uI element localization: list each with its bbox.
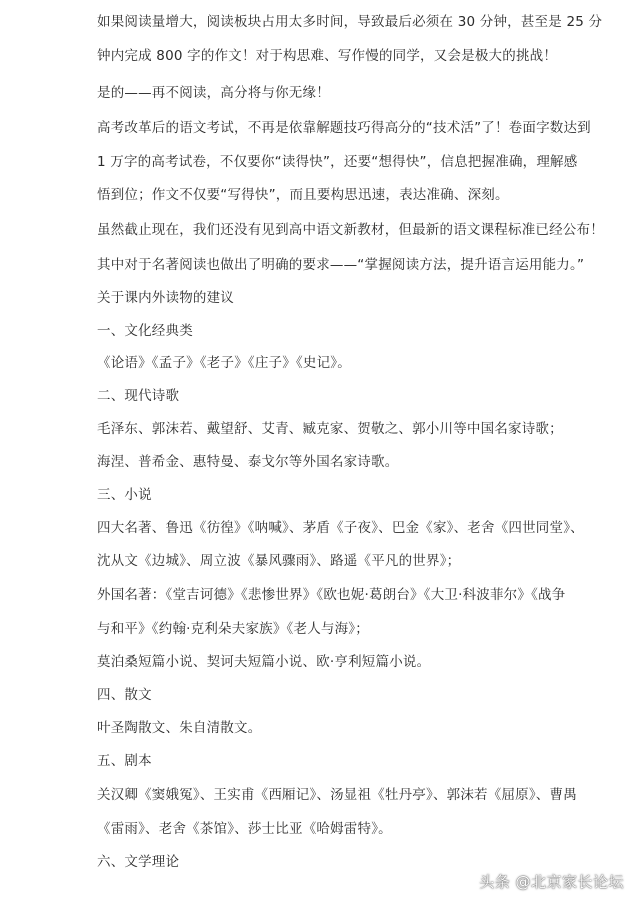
section-heading: 五、剧本 (97, 753, 152, 769)
reading-list-line: 沈从文《边城》、周立波《暴风骤雨》、路遥《平凡的世界》； (97, 553, 461, 569)
paragraph-line: 钟内完成 800 字的作文！对于构思难、写作慢的同学，又会是极大的挑战！ (97, 48, 558, 64)
paragraph-line: 是的——再不阅读，高分将与你无缘！ (97, 85, 330, 101)
reading-list-line: 四大名著、鲁迅《彷徨》《呐喊》、茅盾《子夜》、巴金《家》、老舍《四世同堂》、 (97, 520, 584, 536)
paragraph-line: 虽然截止现在，我们还没有见到高中语文新教材，但最新的语文课程标准已经公布！ (97, 222, 604, 238)
paragraph-line: 其中对于名著阅读也做出了明确的要求——“掌握阅读方法，提升语言运用能力。” (97, 257, 585, 273)
paragraph-line: 悟到位；作文不仅要“写得快”，而且要构思迅速，表达准确、深刻。 (97, 187, 509, 203)
reading-list-line: 叶圣陶散文、朱自清散文。 (97, 720, 262, 736)
section-heading: 二、现代诗歌 (97, 388, 180, 404)
reading-list-line: 毛泽东、郭沫若、戴望舒、艾青、臧克家、贺敬之、郭小川等中国名家诗歌； (97, 421, 563, 437)
reading-list-line: 《论语》《孟子》《老子》《庄子》《史记》。 (97, 355, 351, 371)
reading-list-line: 《雷雨》、老舍《茶馆》、莎士比亚《哈姆雷特》。 (97, 821, 392, 837)
section-heading: 一、文化经典类 (97, 323, 193, 339)
reading-list-line: 关汉卿《窦娥冤》、王实甫《西厢记》、汤显祖《牡丹亭》、郭沫若《屈原》、曹禺 (97, 787, 577, 803)
paragraph-line: 如果阅读量增大，阅读板块占用太多时间，导致最后必须在 30 分钟，甚至是 25 分 (97, 14, 603, 30)
source-watermark: 头条 @北京家长论坛 (479, 873, 624, 891)
section-heading: 三、小说 (97, 487, 152, 503)
section-heading: 六、文学理论 (97, 854, 180, 870)
reading-list-line: 莫泊桑短篇小说、契诃夫短篇小说、欧·亨利短篇小说。 (97, 654, 431, 670)
reading-list-line: 外国名著：《堂吉诃德》《悲惨世界》《欧也妮·葛朗台》《大卫·科波菲尔》《战争 (97, 587, 566, 603)
section-heading: 四、散文 (97, 687, 152, 703)
paragraph-line: 1 万字的高考试卷，不仅要你“读得快”，还要“想得快”，信息把握准确，理解感 (97, 154, 578, 170)
paragraph-line: 高考改革后的语文考试，不再是依靠解题技巧得高分的“技术活”了！卷面字数达到 (97, 120, 591, 136)
reading-list-line: 海涅、普希金、惠特曼、泰戈尔等外国名家诗歌。 (97, 454, 399, 470)
section-intro: 关于课内外读物的建议 (97, 290, 234, 306)
reading-list-line: 与和平》《约翰·克利朵夫家族》《老人与海》； (97, 621, 369, 637)
